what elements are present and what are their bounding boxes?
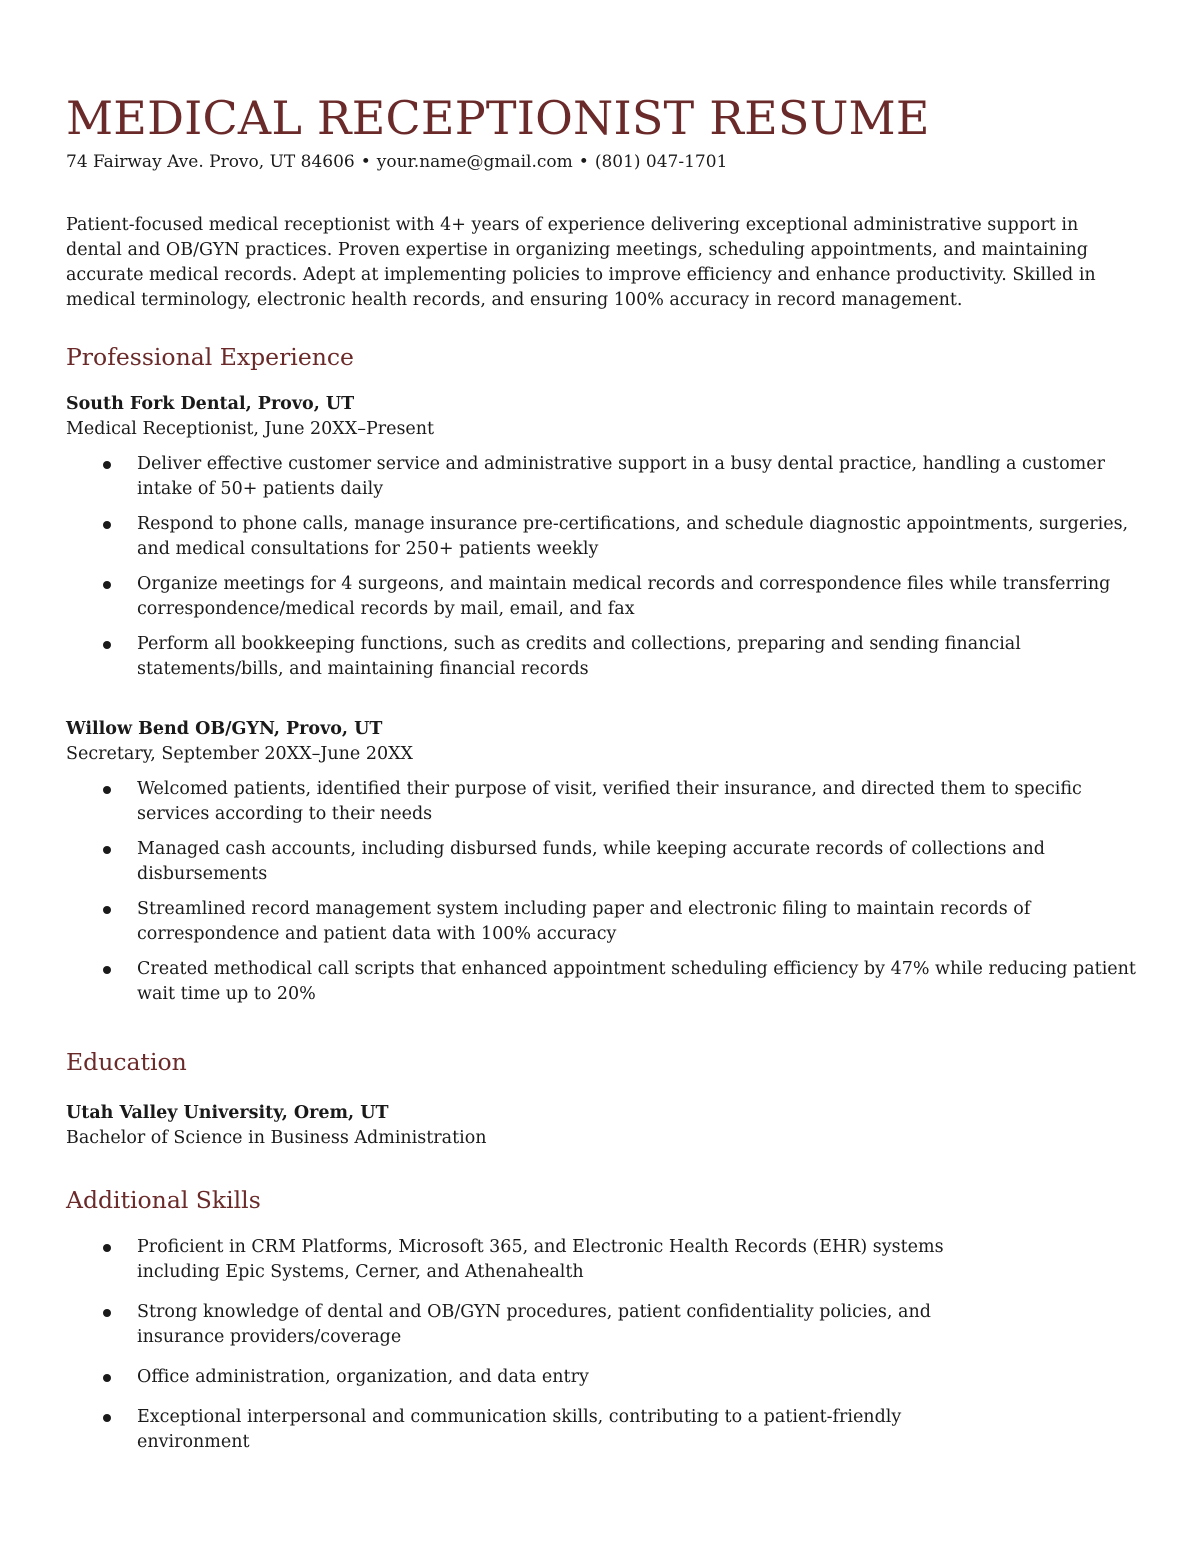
section-heading-experience: Professional Experience xyxy=(66,343,354,371)
skill-item xyxy=(66,1405,966,1455)
bullet-text: Deliver effective customer service and administrative support in a busy dental practice, handling a customer intake of 50+ patients daily xyxy=(137,454,1105,499)
skill-item xyxy=(66,1235,966,1285)
contact-separator: • xyxy=(360,152,371,172)
job-organization: South Fork Dental, Provo, UT xyxy=(66,394,355,414)
skill-text: Proficient in CRM Platforms, Microsoft 365, and Electronic Health Records (EHR) systems including Epic Systems, Cerner, and Athenahealth xyxy=(137,1237,944,1282)
education-entry xyxy=(66,1100,1141,1151)
bullet-text: Streamlined record management system including paper and electronic filing to maintain records of correspondence and patient data with 100% accuracy xyxy=(137,899,1031,944)
bullet-dot-icon xyxy=(103,906,111,914)
bullet-item xyxy=(66,897,1141,947)
bullet-text: Welcomed patients, identified their purpose of visit, verified their insurance, and directed them to specific services according to their needs xyxy=(137,779,1082,824)
contact-line xyxy=(66,151,1141,173)
bullet-dot-icon xyxy=(103,1374,111,1382)
contact-email: your.name@gmail.com xyxy=(376,152,573,172)
bullet-item xyxy=(66,837,1141,887)
resume-title: MEDICAL RECEPTIONIST RESUME xyxy=(66,91,930,145)
job-bullet-list xyxy=(66,452,1141,682)
job-entry xyxy=(66,391,1141,682)
professional-summary: Patient-focused medical receptionist with 4+ years of experience delivering exceptional administrative support in dental and OB/GYN practices. Proven expertise in organizing meetings, scheduling appointments, and maintaining accurate medical records. Adept at implementing policies to improve efficiency and enhance productivity. Skilled in medical terminology, electronic health records, and ensuring 100% accuracy in record management. xyxy=(66,215,1096,310)
contact-separator: • xyxy=(578,152,589,172)
education-degree: Bachelor of Science in Business Administration xyxy=(66,1128,487,1148)
skill-text: Exceptional interpersonal and communication skills, contributing to a patient-friendly environment xyxy=(137,1407,902,1452)
job-organization: Willow Bend OB/GYN, Provo, UT xyxy=(66,719,383,739)
bullet-dot-icon xyxy=(103,1414,111,1422)
section-heading-skills: Additional Skills xyxy=(66,1186,261,1214)
bullet-dot-icon xyxy=(103,846,111,854)
skill-text: Strong knowledge of dental and OB/GYN procedures, patient confidentiality policies, and insurance providers/coverage xyxy=(137,1302,931,1347)
skills-bullet-list xyxy=(66,1235,966,1455)
bullet-dot-icon xyxy=(103,581,111,589)
skill-item xyxy=(66,1365,966,1390)
bullet-item xyxy=(66,632,1141,682)
contact-address: 74 Fairway Ave. Provo, UT 84606 xyxy=(66,152,355,172)
bullet-dot-icon xyxy=(103,1244,111,1252)
bullet-text: Organize meetings for 4 surgeons, and maintain medical records and correspondence files while transferring correspondence/medical records by mail, email, and fax xyxy=(137,574,1111,619)
skill-item xyxy=(66,1300,966,1350)
bullet-dot-icon xyxy=(103,641,111,649)
resume-page xyxy=(66,88,1141,1455)
bullet-item xyxy=(66,957,1141,1007)
section-heading-education: Education xyxy=(66,1048,187,1076)
bullet-dot-icon xyxy=(103,786,111,794)
bullet-dot-icon xyxy=(103,966,111,974)
bullet-text: Respond to phone calls, manage insurance pre-certifications, and schedule diagnostic appointments, surgeries, and medical consultations for 250+ patients weekly xyxy=(137,514,1129,559)
bullet-item xyxy=(66,452,1141,502)
education-school: Utah Valley University, Orem, UT xyxy=(66,1103,389,1123)
bullet-dot-icon xyxy=(103,461,111,469)
bullet-item xyxy=(66,512,1141,562)
job-bullet-list xyxy=(66,777,1141,1007)
bullet-dot-icon xyxy=(103,1309,111,1317)
skill-text: Office administration, organization, and data entry xyxy=(137,1367,589,1387)
job-entry xyxy=(66,716,1141,1007)
bullet-text: Perform all bookkeeping functions, such as credits and collections, preparing and sending financial statements/bills, and maintaining financial records xyxy=(137,634,1021,679)
bullet-dot-icon xyxy=(103,521,111,529)
bullet-text: Created methodical call scripts that enhanced appointment scheduling efficiency by 47% while reducing patient wait time up to 20% xyxy=(137,959,1136,1004)
bullet-text: Managed cash accounts, including disbursed funds, while keeping accurate records of collections and disbursements xyxy=(137,839,1045,884)
job-role: Medical Receptionist, June 20XX–Present xyxy=(66,419,435,439)
job-role: Secretary, September 20XX–June 20XX xyxy=(66,744,414,764)
contact-phone: (801) 047-1701 xyxy=(594,152,728,172)
bullet-item xyxy=(66,572,1141,622)
bullet-item xyxy=(66,777,1141,827)
